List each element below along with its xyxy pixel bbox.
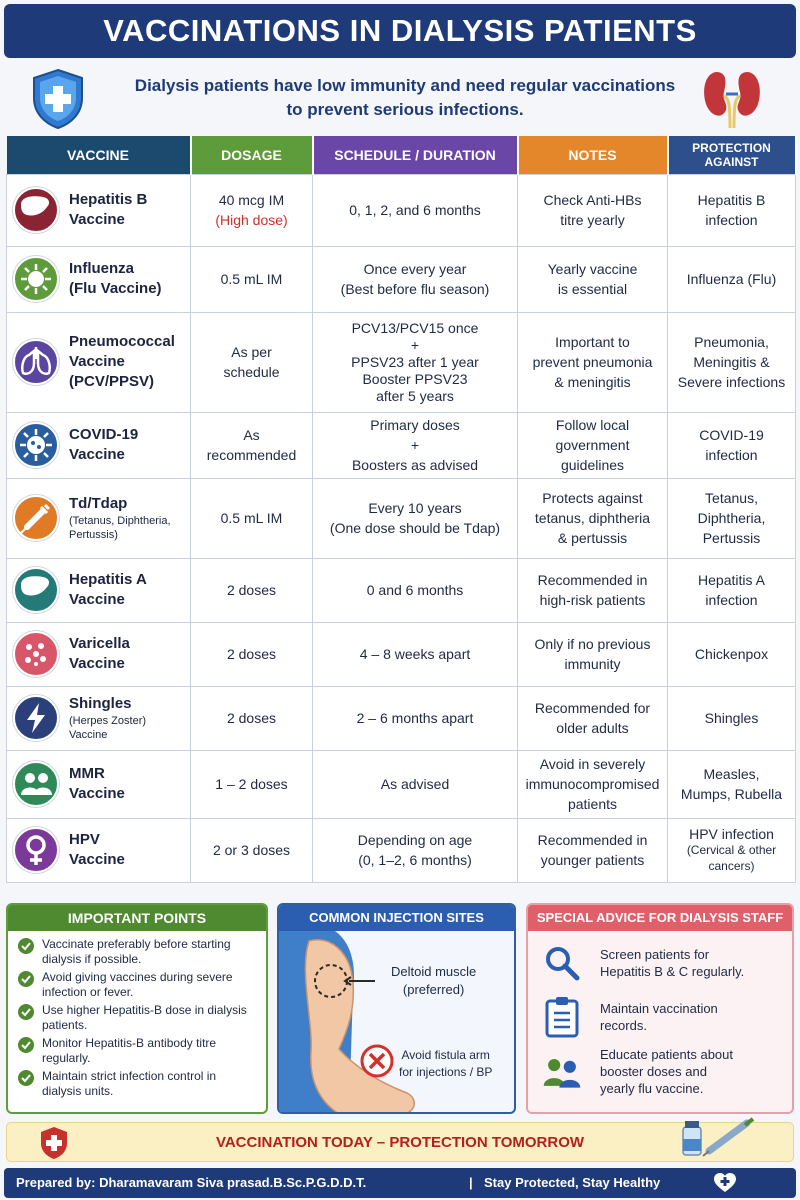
cell-line: Recommended for [534,700,651,716]
slogan-banner [6,1122,794,1162]
virus-icon [13,256,59,302]
vaccine-subtitle: (Tetanus, Diphtheria, Pertussis) [69,515,171,541]
vaccine-name-line: Vaccine [69,851,125,868]
coronavirus-icon [13,422,59,468]
table-row [7,622,796,686]
shield-icon [30,68,86,130]
notes-cell [518,246,668,312]
cell-line: Once every year [363,261,467,277]
vaccine-name [69,634,130,674]
vaccine-cell [7,174,191,246]
dosage-cell [191,412,313,478]
cell-line: Influenza (Flu) [686,271,777,287]
table-row [7,750,796,818]
protection-cell [668,174,796,246]
header-schedule: SCHEDULE / DURATION [313,136,518,174]
vaccine-name-line: HPV [69,831,100,848]
protection-cell [668,478,796,558]
cell-line: Check Anti-HBs [543,192,642,208]
cell-line: infection [705,592,758,608]
notes-cell [518,412,668,478]
staff-advice-title: SPECIAL ADVICE FOR DIALYSIS STAFF [528,905,792,931]
cell-line: 0 and 6 months [366,582,464,598]
banner-text: VACCINATION TODAY – PROTECTION TOMORROW [215,1133,585,1151]
vial-syringe-icon [677,1117,757,1157]
schedule-cell [313,412,518,478]
cell-line: Diphtheria, [697,510,766,526]
injection-sites-title: COMMON INJECTION SITES [279,905,514,931]
table-row [7,412,796,478]
vaccine-cell [7,478,191,558]
dosage-cell [191,818,313,882]
table-row [7,686,796,750]
header-notes: NOTES [518,136,668,174]
deltoid-label [391,963,476,999]
cell-line: 2 or 3 doses [212,842,291,858]
cell-line: 0.5 mL IM [220,510,283,526]
important-points-panel [6,903,268,1114]
avoid-text-2: for injections / BP [399,1065,493,1079]
intro-text [100,74,710,122]
cell-line: (0, 1–2, 6 months) [358,852,472,868]
protection-cell [668,412,796,478]
cell-line: high-risk patients [539,592,646,608]
schedule-cell [313,622,518,686]
vaccine-name-line: (PCV/PPSV) [69,373,155,390]
important-point-text: Vaccinate preferably before starting dialysis if possible. [42,937,231,966]
advice-3-line-2: booster doses and [600,1064,707,1079]
protection-cell [668,686,796,750]
cell-line: recommended [206,447,297,463]
cell-line: 2 doses [226,646,277,662]
cell-line: 2 doses [226,582,277,598]
syringe-icon [13,495,59,541]
cell-line: Pertussis [702,530,761,546]
header-protection [668,136,796,174]
cell-line: infection [705,212,758,228]
intro-line-1: Dialysis patients have low immunity and need regular vaccinations [134,76,676,95]
vaccine-subtitle: (Herpes Zoster) Vaccine [69,715,147,741]
protection-cell [668,558,796,622]
cell-line: tetanus, diphtheria [534,510,651,526]
arm-illustration [279,931,516,1114]
header-protection-line-1: PROTECTION [692,140,771,155]
vaccine-cell [7,412,191,478]
notes-cell [518,750,668,818]
advice-2-line-2: records. [600,1018,647,1033]
cell-line: Tetanus, [705,490,758,506]
important-point-text: Avoid giving vaccines during severe infection or fever. [42,970,233,999]
cell-line: Protects against [542,490,643,506]
table-row [7,312,796,412]
kidney-icon [700,66,764,132]
cell-line: Recommended in [537,572,648,588]
cell-line: Depending on age [357,832,473,848]
cell-line: 4 – 8 weeks apart [359,646,471,662]
cell-line: & meningitis [554,374,631,390]
lightning-icon [13,695,59,741]
cell-line: prevent pneumonia [532,354,653,370]
schedule-cell [313,174,518,246]
advice-1-line-2: Hepatitis B & C regularly. [600,964,745,979]
vaccine-name-line: MMR [69,765,105,782]
vaccine-name [69,764,125,804]
notes-cell [518,686,668,750]
header-vaccine: VACCINE [7,136,191,174]
cell-line: Recommended in [537,832,648,848]
list-item [18,1036,258,1066]
important-points-title: IMPORTANT POINTS [8,905,266,931]
cell-line: guidelines [560,457,625,473]
vaccine-name [69,570,147,610]
notes-cell [518,312,668,412]
notes-cell [518,558,668,622]
cell-line: 0, 1, 2, and 6 months [349,202,481,218]
cell-line: Chickenpox [694,646,769,662]
vaccine-cell [7,246,191,312]
cell-line: 2 doses [226,710,277,726]
schedule-cell [313,558,518,622]
cell-line: Shingles [704,710,759,726]
footer-separator: | [469,1175,473,1190]
heart-cross-icon [714,1173,736,1193]
prepared-by: Prepared by: Dharamavaram Siva prasad.B.Sc.P.G.D.D.T. [16,1175,367,1190]
protection-cell [668,312,796,412]
vaccine-name-line: Hepatitis A [69,571,147,588]
cell-line: Only if no previous [534,636,651,652]
cell-line: As advised [380,776,450,792]
dosage-cell [191,478,313,558]
cell-line: PCV13/PCV15 once [351,319,479,336]
advice-3-line-1: Educate patients about [600,1047,733,1062]
vaccine-cell [7,686,191,750]
cell-line: Avoid in severely [539,756,646,772]
cell-line: 0.5 mL IM [220,271,283,287]
schedule-cell [313,312,518,412]
cell-line: Meningitis & [693,354,770,370]
table-row [7,558,796,622]
vaccine-name [69,259,162,299]
cell-line: younger patients [540,852,645,868]
cell-line: government [555,437,630,453]
notes-cell [518,174,668,246]
cell-line: cancers) [708,859,755,873]
check-circle-icon [18,1070,34,1086]
cell-line: Severe infections [677,374,786,390]
people-icon [542,1054,582,1090]
table-row [7,174,796,246]
cell-line: 40 mcg IM [218,192,285,208]
shield-cross-icon [39,1126,69,1160]
dosage-cell [191,558,313,622]
cell-line: Hepatitis A [698,572,765,588]
cell-line: + [410,336,420,353]
staff-advice-panel [526,903,794,1114]
table-header-row [7,136,796,174]
check-circle-icon [18,1004,34,1020]
liver-icon [13,187,59,233]
advice-item-educate [542,1046,733,1097]
footer [4,1168,796,1198]
vaccine-name [69,425,138,465]
cell-line: infection [705,447,758,463]
people-icon [13,761,59,807]
vaccine-cell [7,312,191,412]
cell-line: immunocompromised [525,776,660,792]
magnifier-icon [542,945,582,981]
vaccine-name-line: (Flu Vaccine) [69,280,162,297]
intro-section [0,60,800,136]
dosage-cell [191,686,313,750]
cell-line: Mumps, Rubella [680,786,783,802]
vaccine-name-line: Shingles [69,695,132,712]
vaccine-name-line: Vaccine [69,353,125,370]
cell-line: Boosters as advised [351,457,479,473]
vaccine-cell [7,750,191,818]
schedule-cell [313,686,518,750]
cell-line: Yearly vaccine [547,261,638,277]
cell-line: & pertussis [557,530,628,546]
schedule-cell [313,750,518,818]
lungs-icon [13,339,59,385]
list-item [18,1003,258,1033]
vaccine-cell [7,818,191,882]
cell-line: schedule [223,364,280,380]
cell-line: As [243,427,260,443]
title-bar [4,4,796,58]
list-item [18,1069,258,1099]
cell-line: 1 – 2 doses [215,776,288,792]
list-item [18,970,258,1000]
advice-item-screen [542,945,744,981]
liver-icon [13,567,59,613]
cell-line: As per [231,344,272,360]
cell-line: immunity [564,656,621,672]
advice-item-records [542,996,718,1038]
dosage-cell [191,246,313,312]
table-row [7,818,796,882]
vaccine-name-line: Vaccine [69,785,125,802]
dosage-cell [191,312,313,412]
notes-cell [518,478,668,558]
table-row [7,478,796,558]
important-point-text: Monitor Hepatitis-B antibody titre regularly. [42,1036,217,1065]
vaccine-name-line: Td/Tdap [69,495,128,512]
cell-line: Every 10 years [368,500,462,516]
check-circle-icon [18,938,34,954]
cell-line: Pneumonia, [694,334,769,350]
cell-line: titre yearly [560,212,625,228]
vaccine-name-line: Pneumococcal [69,333,175,350]
cell-line: older adults [556,720,629,736]
schedule-cell [313,246,518,312]
footer-slogan: Stay Protected, Stay Healthy [484,1175,661,1190]
header-protection-line-2: AGAINST [704,154,759,169]
advice-1-line-1: Screen patients for [600,947,710,962]
vaccine-name-line: Vaccine [69,446,125,463]
vaccine-name [69,694,186,742]
header-dosage: DOSAGE [191,136,313,174]
dosage-cell [191,750,313,818]
cell-line: (One dose should be Tdap) [329,520,501,536]
cell-line: Measles, [703,766,760,782]
vaccine-table [6,136,797,883]
avoid-text-1: Avoid fistula arm [401,1048,490,1062]
cell-line: Booster PPSV23 [362,370,468,387]
vaccine-name-line: Varicella [69,635,130,652]
important-points-list [8,931,266,1099]
cell-line: (High dose) [215,212,288,228]
clipboard-icon [542,996,582,1038]
female-symbol-icon [13,827,59,873]
vaccine-name-line: Hepatitis B [69,191,148,208]
cell-line: COVID-19 [699,427,764,443]
vaccine-cell [7,622,191,686]
cell-line: HPV infection [689,826,774,842]
important-point-text: Maintain strict infection control in dialysis units. [42,1069,217,1098]
schedule-cell [313,478,518,558]
intro-line-2: to prevent serious infections. [286,100,524,119]
notes-cell [518,622,668,686]
cell-line: Important to [555,334,630,350]
vaccine-name [69,830,125,870]
cell-line: Primary doses [370,417,460,433]
preferred-text: (preferred) [402,982,465,997]
cell-line: 2 – 6 months apart [356,710,474,726]
check-circle-icon [18,971,34,987]
advice-3-line-3: yearly flu vaccine. [600,1081,704,1096]
cell-line: (Cervical & other [686,843,777,857]
notes-cell [518,818,668,882]
vaccine-name-line: Vaccine [69,655,125,672]
cell-line: Hepatitis B [697,192,766,208]
vaccine-name-line: Vaccine [69,211,125,228]
check-circle-icon [18,1037,34,1053]
cell-line: is essential [557,281,628,297]
vaccine-name-line: Influenza [69,260,135,277]
cell-line: PPSV23 after 1 year [351,353,479,370]
cell-line: (Best before flu season) [340,281,490,297]
vaccine-name-line: COVID-19 [69,426,139,443]
cell-line: + [410,437,420,453]
avoid-label [399,1047,492,1081]
table-row [7,246,796,312]
advice-2-line-1: Maintain vaccination [600,1001,718,1016]
important-point-text: Use higher Hepatitis-B dose in dialysis patients. [42,1003,247,1032]
protection-cell [668,750,796,818]
cell-line: patients [567,796,618,812]
vaccine-name [69,332,175,392]
dosage-cell [191,622,313,686]
vaccine-cell [7,558,191,622]
schedule-cell [313,818,518,882]
protection-cell [668,818,796,882]
vaccine-name [69,190,147,230]
deltoid-text: Deltoid muscle [391,964,477,979]
cell-line: after 5 years [376,387,454,404]
protection-cell [668,246,796,312]
list-item [18,937,258,967]
protection-cell [668,622,796,686]
dosage-cell [191,174,313,246]
spots-icon [13,631,59,677]
cell-line: Follow local [555,417,630,433]
page-title: VACCINATIONS IN DIALYSIS PATIENTS [103,13,697,48]
injection-sites-panel [277,903,516,1114]
vaccine-name-line: Vaccine [69,591,125,608]
vaccine-name [69,494,186,542]
